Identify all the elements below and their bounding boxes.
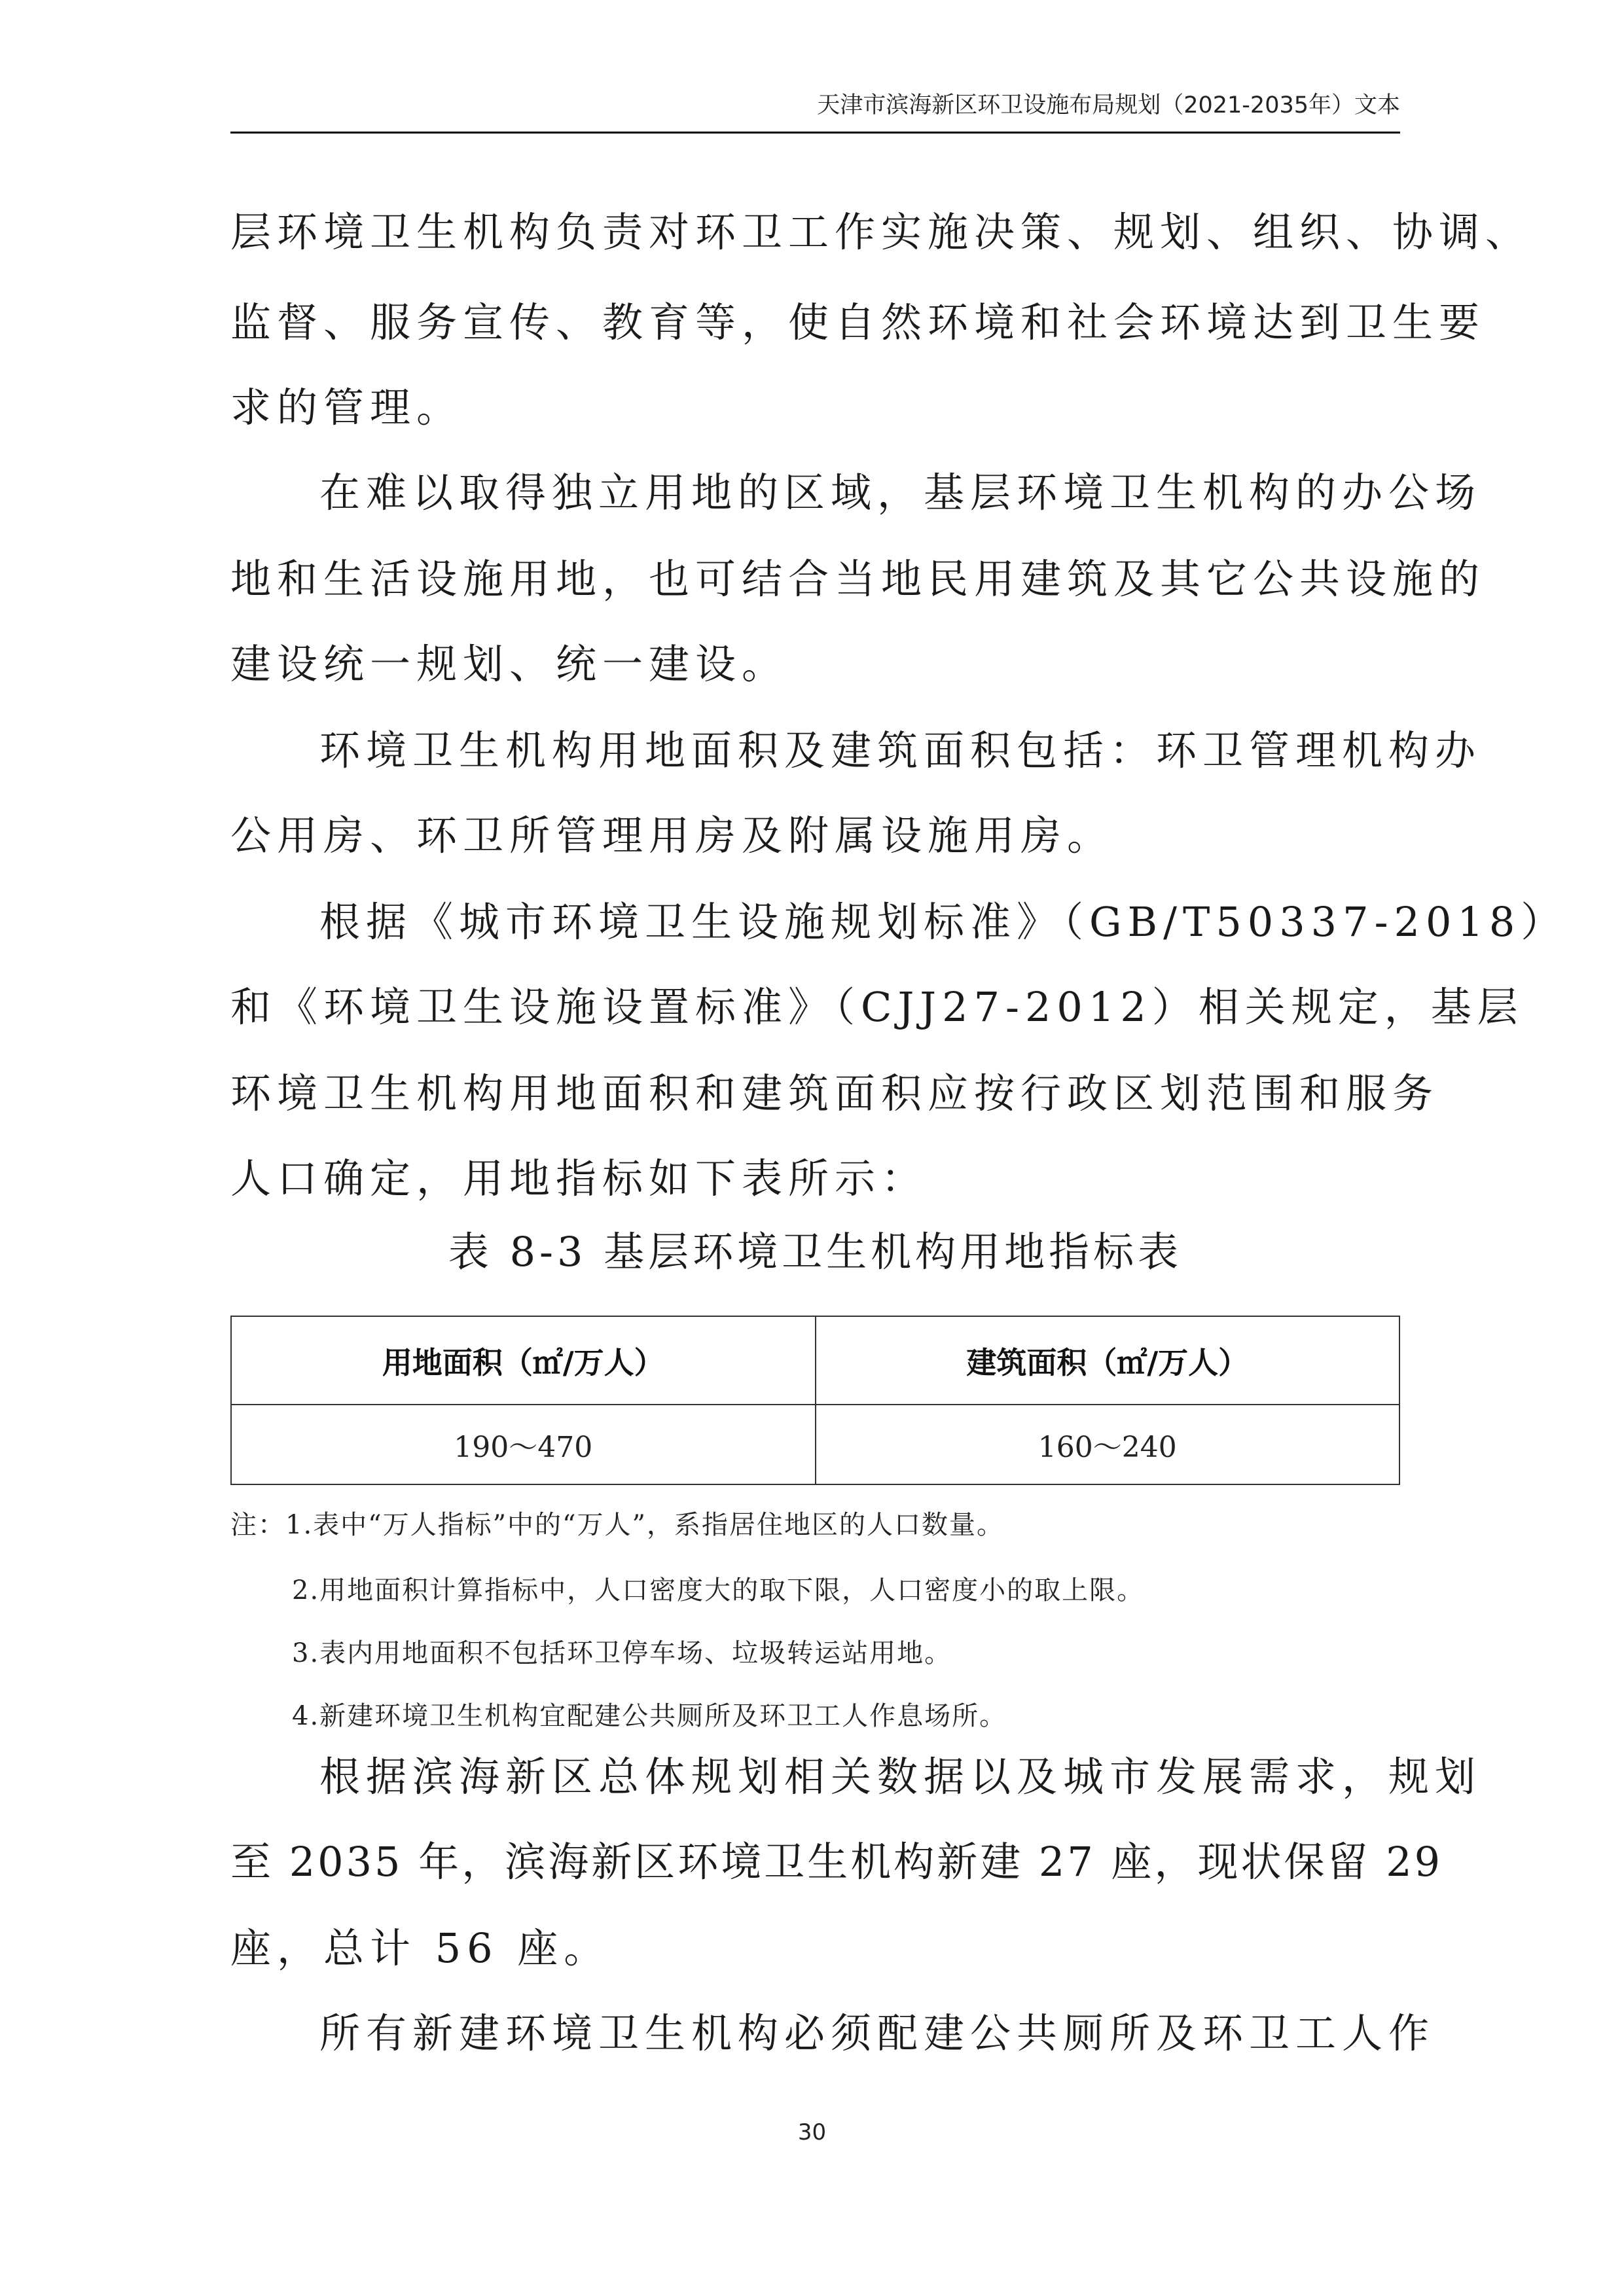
table-header-row bbox=[231, 1316, 1399, 1405]
body-line: 层环境卫生机构负责对环卫工作实施决策、规划、组织、协调、 bbox=[230, 208, 1532, 256]
column-header-building-area: 建筑面积（㎡/万人） bbox=[816, 1316, 1400, 1405]
body-line: 所有新建环境卫生机构必须配建公共厕所及环卫工人作 bbox=[319, 2009, 1435, 2057]
body-line: 和《环境卫生设施设置标准》（CJJ27-2012）相关规定，基层 bbox=[230, 983, 1524, 1031]
running-header: 天津市滨海新区环卫设施布局规划（2021-2035年）文本 bbox=[230, 89, 1400, 134]
body-line: 在难以取得独立用地的区域，基层环境卫生机构的办公场 bbox=[319, 469, 1482, 516]
body-line: 人口确定，用地指标如下表所示： bbox=[230, 1155, 928, 1202]
body-line: 公用房、环卫所管理用房及附属设施用房。 bbox=[230, 812, 1114, 859]
page-number: 30 bbox=[797, 2119, 827, 2145]
body-line: 根据滨海新区总体规划相关数据以及城市发展需求，规划 bbox=[319, 1753, 1482, 1801]
table-cell-land-area: 190～470 bbox=[231, 1405, 816, 1484]
table-note: 2.用地面积计算指标中，人口密度大的取下限，人口密度小的取上限。 bbox=[292, 1575, 1145, 1605]
table-note: 注：1.表中“万人指标”中的“万人”，系指居住地区的人口数量。 bbox=[230, 1510, 1004, 1540]
body-line: 环境卫生机构用地面积和建筑面积应按行政区划范围和服务 bbox=[230, 1069, 1439, 1117]
body-line: 监督、服务宣传、教育等，使自然环境和社会环境达到卫生要 bbox=[230, 298, 1486, 346]
table-note: 4.新建环境卫生机构宜配建公共厕所及环卫工人作息场所。 bbox=[292, 1701, 1007, 1731]
table-caption: 表 8-3 基层环境卫生机构用地指标表 bbox=[448, 1228, 1183, 1276]
body-line: 地和生活设施用地，也可结合当地民用建筑及其它公共设施的 bbox=[230, 555, 1486, 603]
land-index-table bbox=[230, 1316, 1400, 1485]
body-line: 求的管理。 bbox=[230, 384, 463, 431]
table-note: 3.表内用地面积不包括环卫停车场、垃圾转运站用地。 bbox=[292, 1638, 952, 1668]
table-row bbox=[231, 1405, 1399, 1484]
body-line: 座，总计 56 座。 bbox=[230, 1924, 611, 1972]
table-cell-building-area: 160～240 bbox=[816, 1405, 1400, 1484]
column-header-land-area: 用地面积（㎡/万人） bbox=[231, 1316, 816, 1405]
body-line: 至 2035 年，滨海新区环境卫生机构新建 27 座，现状保留 29 bbox=[230, 1838, 1443, 1886]
body-line: 环境卫生机构用地面积及建筑面积包括：环卫管理机构办 bbox=[319, 726, 1482, 774]
body-line: 建设统一规划、统一建设。 bbox=[230, 640, 789, 688]
body-line: 根据《城市环境卫生设施规划标准》（GB/T50337-2018） bbox=[319, 898, 1568, 946]
